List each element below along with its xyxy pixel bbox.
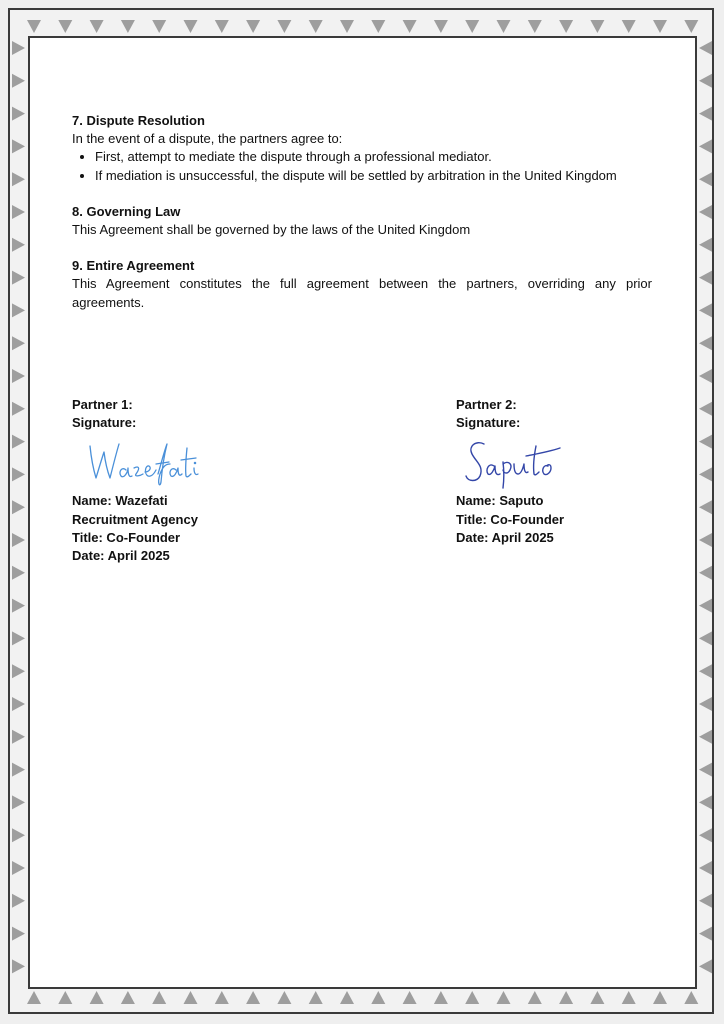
triangle-left: [12, 566, 25, 580]
section-governing-law: [72, 203, 652, 239]
partner-date: Date: April 2025: [72, 548, 170, 564]
triangle-bottom: [465, 991, 479, 1004]
triangle-top: [58, 20, 72, 33]
triangle-left: [12, 205, 25, 219]
triangle-bottom: [309, 991, 323, 1004]
signature-label: Signature:: [456, 415, 521, 431]
triangle-right: [699, 566, 712, 580]
triangle-bottom: [152, 991, 166, 1004]
section-body: This Agreement constitutes the full agreement between the partners, overriding any prior agreements.: [72, 276, 652, 310]
triangle-left: [12, 435, 25, 449]
triangle-top: [622, 20, 636, 33]
triangle-left: [12, 894, 25, 908]
signature-label: Signature:: [72, 415, 137, 431]
triangle-left: [12, 336, 25, 350]
partner-name: Name: Saputo: [456, 493, 544, 509]
triangle-left: [12, 697, 25, 711]
triangle-right: [699, 467, 712, 481]
triangle-bottom: [684, 991, 698, 1004]
triangle-top: [121, 20, 135, 33]
triangle-left: [12, 795, 25, 809]
section-heading: 7. Dispute Resolution: [72, 113, 205, 128]
triangle-top: [684, 20, 698, 33]
triangle-right: [699, 435, 712, 449]
triangle-top: [309, 20, 323, 33]
triangle-right: [699, 631, 712, 645]
triangle-right: [699, 763, 712, 777]
triangle-top: [559, 20, 573, 33]
triangle-right: [699, 238, 712, 252]
triangle-bottom: [340, 991, 354, 1004]
triangle-left: [12, 172, 25, 186]
triangle-right: [699, 336, 712, 350]
triangle-left: [12, 631, 25, 645]
section-dispute-resolution: [72, 112, 652, 185]
triangle-left: [12, 369, 25, 383]
triangle-left: [12, 107, 25, 121]
triangle-right: [699, 795, 712, 809]
triangle-left: [12, 861, 25, 875]
dispute-bullet-list: [72, 148, 652, 184]
partner-1-block: [72, 396, 202, 565]
triangle-bottom: [277, 991, 291, 1004]
triangle-left: [12, 303, 25, 317]
triangle-top: [653, 20, 667, 33]
triangle-bottom: [58, 991, 72, 1004]
triangle-bottom: [27, 991, 41, 1004]
triangle-right: [699, 664, 712, 678]
partner-label: Partner 2:: [456, 397, 517, 412]
triangle-top: [371, 20, 385, 33]
triangle-bottom: [559, 991, 573, 1004]
triangle-bottom: [528, 991, 542, 1004]
triangle-top: [246, 20, 260, 33]
partner-title: Title: Co-Founder: [456, 511, 565, 527]
triangle-left: [12, 271, 25, 285]
triangle-left: [12, 139, 25, 153]
triangle-right: [699, 402, 712, 416]
triangle-right: [699, 927, 712, 941]
triangle-bottom: [497, 991, 511, 1004]
signature-saputo: [456, 434, 586, 489]
triangle-left: [12, 763, 25, 777]
triangle-right: [699, 861, 712, 875]
triangle-top: [90, 20, 104, 33]
triangle-right: [699, 828, 712, 842]
partner-2-block: [456, 396, 586, 547]
list-item: • If mediation is unsuccessful, the dispute will be settled by arbitration in the United Kingdom: [95, 167, 652, 185]
triangle-left: [12, 533, 25, 547]
triangle-right: [699, 959, 712, 973]
triangle-left: [12, 41, 25, 55]
signature-wazefati: [72, 434, 202, 489]
partner-organization: Recruitment Agency: [72, 511, 198, 527]
partner-date: Date: April 2025: [456, 529, 554, 545]
triangle-right: [699, 533, 712, 547]
triangle-right: [699, 172, 712, 186]
triangle-top: [528, 20, 542, 33]
triangle-left: [12, 500, 25, 514]
triangle-right: [699, 500, 712, 514]
triangle-top: [403, 20, 417, 33]
triangle-right: [699, 730, 712, 744]
triangle-left: [12, 828, 25, 842]
triangle-bottom: [246, 991, 260, 1004]
triangle-top: [277, 20, 291, 33]
triangle-bottom: [371, 991, 385, 1004]
triangle-left: [12, 599, 25, 613]
triangle-bottom: [215, 991, 229, 1004]
list-item: • First, attempt to mediate the dispute through a professional mediator.: [95, 148, 652, 166]
triangle-bottom: [121, 991, 135, 1004]
triangle-bottom: [653, 991, 667, 1004]
triangle-left: [12, 238, 25, 252]
partner-title: Title: Co-Founder: [72, 529, 181, 545]
triangle-bottom: [434, 991, 448, 1004]
triangle-top: [497, 20, 511, 33]
triangle-top: [434, 20, 448, 33]
triangle-right: [699, 205, 712, 219]
triangle-right: [699, 894, 712, 908]
triangle-top: [184, 20, 198, 33]
triangle-right: [699, 369, 712, 383]
document-content: [72, 112, 652, 330]
triangle-left: [12, 402, 25, 416]
section-entire-agreement: [72, 257, 652, 312]
triangle-left: [12, 927, 25, 941]
triangle-left: [12, 467, 25, 481]
triangle-right: [699, 271, 712, 285]
triangle-bottom: [403, 991, 417, 1004]
partner-label: Partner 1:: [72, 397, 133, 412]
triangle-right: [699, 74, 712, 88]
triangle-bottom: [184, 991, 198, 1004]
triangle-top: [340, 20, 354, 33]
triangle-right: [699, 139, 712, 153]
triangle-left: [12, 74, 25, 88]
triangle-right: [699, 697, 712, 711]
triangle-top: [465, 20, 479, 33]
triangle-top: [215, 20, 229, 33]
triangle-right: [699, 107, 712, 121]
section-heading: 8. Governing Law: [72, 203, 181, 219]
signature-block: [72, 396, 652, 566]
triangle-left: [12, 730, 25, 744]
triangle-left: [12, 664, 25, 678]
triangle-right: [699, 41, 712, 55]
section-heading: 9. Entire Agreement: [72, 258, 195, 274]
triangle-top: [27, 20, 41, 33]
triangle-right: [699, 599, 712, 613]
section-body: This Agreement shall be governed by the laws of the United Kingdom: [72, 222, 471, 238]
partner-name: Name: Wazefati: [72, 493, 168, 509]
triangle-bottom: [590, 991, 604, 1004]
section-intro: In the event of a dispute, the partners agree to:: [72, 131, 343, 147]
triangle-top: [152, 20, 166, 33]
triangle-right: [699, 303, 712, 317]
triangle-left: [12, 959, 25, 973]
triangle-bottom: [90, 991, 104, 1004]
triangle-bottom: [622, 991, 636, 1004]
triangle-top: [590, 20, 604, 33]
